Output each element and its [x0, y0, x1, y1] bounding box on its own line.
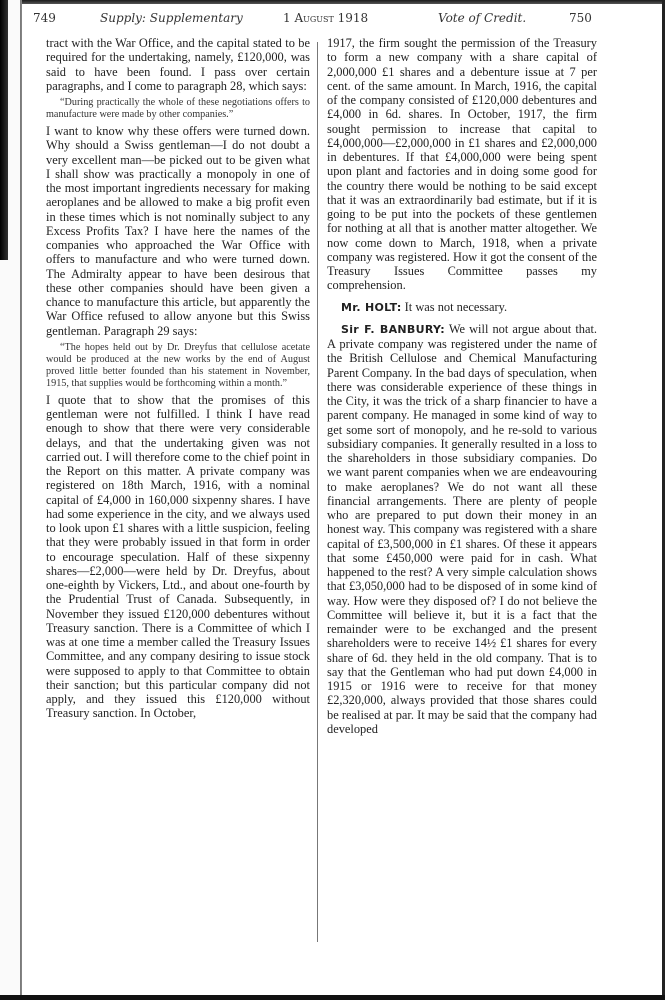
speaker-name: Sir F. BANBURY:: [341, 322, 445, 336]
speech-holt: [327, 300, 597, 315]
left-running-title: Supply: Supplementary: [100, 11, 243, 25]
paragraph: 1917, the firm sought the permission of the Treasury to form a new company with a share capital of 2,000,000 £1 shares and a debenture issue at 7 per cent. of the same amount. In March, 1916, the capital of the company consisted of £120,000 debentures and £4,000 in 6d. shares. In October, 1917, the firm sought permission to increase that capital to £4,000,000—£2,000,000 in £1 shares and £2,000,000 in debentures. If that £4,000,000 were being spent upon plant and factories and in doing some good for the country there would be nothing to be said except that it was an extraordinarily bad estimate, but if it is going to be put into the pockets of these gentlemen for nothing at all that is another matter altogether. We now come down to March, 1918, when a private company was registered. How it got the consent of the Treasury Issues Committee passes my comprehension.: [327, 36, 597, 293]
header-date: 1 August 1918: [283, 11, 369, 25]
paragraph: I want to know why these offers were turned down. Why should a Swiss gentleman—I do not doubt a very excellent man—be picked out to be given what I shall show was practically a monopoly in one of the most important ingredients necessary for making aeroplanes and be allowed to make a big profit even in these times which is not nominally subject to any Excess Profits Tax? I have here the names of the companies who approached the War Office with offers to manufacture and who were turned down. The Admiralty appear to have been desirous that these other companies should have been given a chance to manufacture this article, but apparently the War Office refused to allow anyone but this Swiss gentleman. Paragraph 29 says:: [46, 124, 310, 338]
quoted-extract: “During practically the whole of these negotiations offers to manufacture were made by other companies.”: [46, 97, 310, 120]
scan-shadow: [0, 0, 8, 260]
scan-top-edge: [0, 0, 665, 4]
scan-bottom-edge: [0, 995, 665, 1000]
left-page-number: 749: [33, 11, 56, 25]
quoted-extract: “The hopes held out by Dr. Dreyfus that cellulose acetate would be produced at the new works by the end of August proved little better founded than his statement in November, 1915, that supplies would be forthcoming within a month.”: [46, 341, 310, 389]
speech-text: It was not necessary.: [401, 299, 508, 314]
speech-banbury: [327, 322, 597, 736]
speaker-name: Mr. HOLT:: [341, 300, 402, 314]
paragraph: tract with the War Office, and the capital stated to be required for the undertaking, namely, £120,000, was said to have been found. I pass over certain paragraphs, and I come to paragraph 28, which says:: [46, 36, 310, 93]
column-divider: [317, 42, 318, 942]
right-column: [327, 36, 597, 736]
left-column: [46, 36, 310, 721]
right-running-title: Vote of Credit.: [438, 11, 527, 25]
right-page-number: 750: [569, 11, 592, 25]
running-header: [33, 11, 603, 27]
paragraph: I quote that to show that the promises of this gentleman were not fulfilled. I think I have read enough to show that there were very considerable delays, and that the undertaking given was not carried out. I will therefore come to the chief point in the Report on this matter. A private company was registered on 18th March, 1916, with a nominal capital of £4,000 in 160,000 sixpenny shares. I have had some experience in the city, and we always used to look upon £1 shares with a little suspicion, feeling that they were probably issued in that form in order to encourage speculation. Half of these sixpenny shares—£2,000—were held by Dr. Dreyfus, about one-eighth by Vickers, Ltd., and about one-fourth by the Prudential Trust of Canada. Subsequently, in November they issued £120,000 debentures without Treasury sanction. There is a Committee of which I was at one time a member called the Treasury Issues Committee, and any company desiring to issue stock were supposed to apply to that Committee to obtain their sanction; but this particular company did not apply, and they issued this £120,000 without Treasury sanction. In October,: [46, 392, 310, 721]
speech-text: We will not argue about that. A private company was registered under the name of the British Cellulose and Chemical Manufacturing Parent Company. In the bad days of speculation, when there was considerable experience of these things in the City, it was the trick of a sharp financier to have a parent company. He managed in some kind of way to get some sort of monopoly, and he re-sold to various subsidiary companies. It generally resulted in a loss to the shareholders in those subsidiary companies. Do we want parent companies when we are endeavouring to make aeroplanes? We do not want all these financial arrangements. There are plenty of people who are prepared to put down their money in an honest way. This company was registered with a share capital of £3,500,000 in £1 shares. Of these it appears that some £450,000 were paid for in cash. What happened to the rest? A very simple calculation shows that £3,050,000 had to be disposed of in some kind of way. How were they disposed of? I do not believe the Committee will believe it, but it is a fact that the remainder were to be exchanged and the present shareholders were to receive 14½ £1 shares for every share of 6d. they held in the old company. That is to say that the Gentleman who had put down £4,000 in 1915 or 1916 were to receive for that money £2,320,000, always provided that those shares could be realised at par. It may be said that the company had developed: [327, 321, 597, 736]
